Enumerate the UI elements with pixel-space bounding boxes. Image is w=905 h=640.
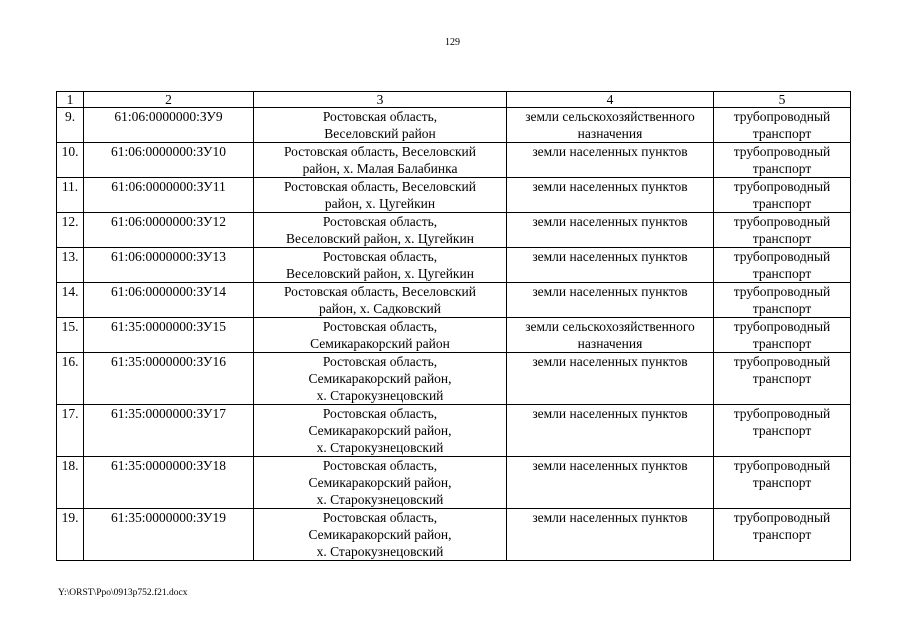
cell-permitted-use: трубопроводный транспорт xyxy=(714,353,851,405)
table-row xyxy=(57,405,851,457)
cell-row-number: 18. xyxy=(57,457,84,509)
table-row xyxy=(57,108,851,143)
cell-land-category: земли сельскохозяйственного назначения xyxy=(507,108,714,143)
cell-land-category: земли населенных пунктов xyxy=(507,509,714,561)
table-row xyxy=(57,178,851,213)
cell-row-number: 10. xyxy=(57,143,84,178)
header-col-4: 4 xyxy=(507,92,714,108)
cell-location: Ростовская область, Веселовский район, х. Цугейкин xyxy=(254,248,507,283)
cell-land-category: земли населенных пунктов xyxy=(507,405,714,457)
cell-row-number: 14. xyxy=(57,283,84,318)
table-body xyxy=(57,108,851,561)
table-row xyxy=(57,353,851,405)
cell-land-category: земли населенных пунктов xyxy=(507,143,714,178)
header-col-3: 3 xyxy=(254,92,507,108)
table-row xyxy=(57,318,851,353)
cell-cadastral-number: 61:06:0000000:ЗУ13 xyxy=(84,248,254,283)
cell-permitted-use: трубопроводный транспорт xyxy=(714,318,851,353)
cell-cadastral-number: 61:06:0000000:ЗУ14 xyxy=(84,283,254,318)
cell-cadastral-number: 61:35:0000000:ЗУ17 xyxy=(84,405,254,457)
cell-land-category: земли населенных пунктов xyxy=(507,213,714,248)
table-row xyxy=(57,143,851,178)
cell-cadastral-number: 61:35:0000000:ЗУ15 xyxy=(84,318,254,353)
cell-permitted-use: трубопроводный транспорт xyxy=(714,283,851,318)
table-row xyxy=(57,457,851,509)
cell-location: Ростовская область, Семикаракорский район xyxy=(254,318,507,353)
cell-row-number: 17. xyxy=(57,405,84,457)
cell-land-category: земли населенных пунктов xyxy=(507,353,714,405)
cell-land-category: земли населенных пунктов xyxy=(507,283,714,318)
cell-location: Ростовская область, Веселовский район, х. Садковский xyxy=(254,283,507,318)
cell-location: Ростовская область, Веселовский район, х. Цугейкин xyxy=(254,178,507,213)
cell-row-number: 13. xyxy=(57,248,84,283)
land-plots-table xyxy=(56,91,851,561)
cell-permitted-use: трубопроводный транспорт xyxy=(714,213,851,248)
table-row xyxy=(57,213,851,248)
table-row xyxy=(57,509,851,561)
cell-permitted-use: трубопроводный транспорт xyxy=(714,405,851,457)
cell-permitted-use: трубопроводный транспорт xyxy=(714,457,851,509)
cell-location: Ростовская область, Веселовский район, х. Малая Балабинка xyxy=(254,143,507,178)
cell-location: Ростовская область, Веселовский район, х. Цугейкин xyxy=(254,213,507,248)
cell-land-category: земли населенных пунктов xyxy=(507,248,714,283)
cell-location: Ростовская область, Веселовский район xyxy=(254,108,507,143)
cell-location: Ростовская область, Семикаракорский район, х. Старокузнецовский xyxy=(254,405,507,457)
cell-row-number: 19. xyxy=(57,509,84,561)
table-header-row xyxy=(57,92,851,108)
footer-file-path: Y:\ORST\Ppo\0913p752.f21.docx xyxy=(58,588,188,598)
header-col-5: 5 xyxy=(714,92,851,108)
cell-cadastral-number: 61:35:0000000:ЗУ19 xyxy=(84,509,254,561)
header-col-2: 2 xyxy=(84,92,254,108)
cell-cadastral-number: 61:06:0000000:ЗУ12 xyxy=(84,213,254,248)
cell-land-category: земли населенных пунктов xyxy=(507,178,714,213)
cell-location: Ростовская область, Семикаракорский район, х. Старокузнецовский xyxy=(254,509,507,561)
cell-row-number: 15. xyxy=(57,318,84,353)
cell-location: Ростовская область, Семикаракорский район, х. Старокузнецовский xyxy=(254,457,507,509)
cell-permitted-use: трубопроводный транспорт xyxy=(714,509,851,561)
header-col-1: 1 xyxy=(57,92,84,108)
cell-cadastral-number: 61:06:0000000:ЗУ11 xyxy=(84,178,254,213)
cell-location: Ростовская область, Семикаракорский район, х. Старокузнецовский xyxy=(254,353,507,405)
cell-row-number: 16. xyxy=(57,353,84,405)
cell-cadastral-number: 61:35:0000000:ЗУ18 xyxy=(84,457,254,509)
table-row xyxy=(57,248,851,283)
cell-permitted-use: трубопроводный транспорт xyxy=(714,143,851,178)
cell-land-category: земли сельскохозяйственного назначения xyxy=(507,318,714,353)
cell-row-number: 11. xyxy=(57,178,84,213)
page-number: 129 xyxy=(445,37,460,48)
cell-row-number: 12. xyxy=(57,213,84,248)
table-row xyxy=(57,283,851,318)
cell-cadastral-number: 61:35:0000000:ЗУ16 xyxy=(84,353,254,405)
cell-cadastral-number: 61:06:0000000:ЗУ9 xyxy=(84,108,254,143)
cell-row-number: 9. xyxy=(57,108,84,143)
cell-permitted-use: трубопроводный транспорт xyxy=(714,178,851,213)
cell-permitted-use: трубопроводный транспорт xyxy=(714,248,851,283)
cell-land-category: земли населенных пунктов xyxy=(507,457,714,509)
cell-cadastral-number: 61:06:0000000:ЗУ10 xyxy=(84,143,254,178)
cell-permitted-use: трубопроводный транспорт xyxy=(714,108,851,143)
